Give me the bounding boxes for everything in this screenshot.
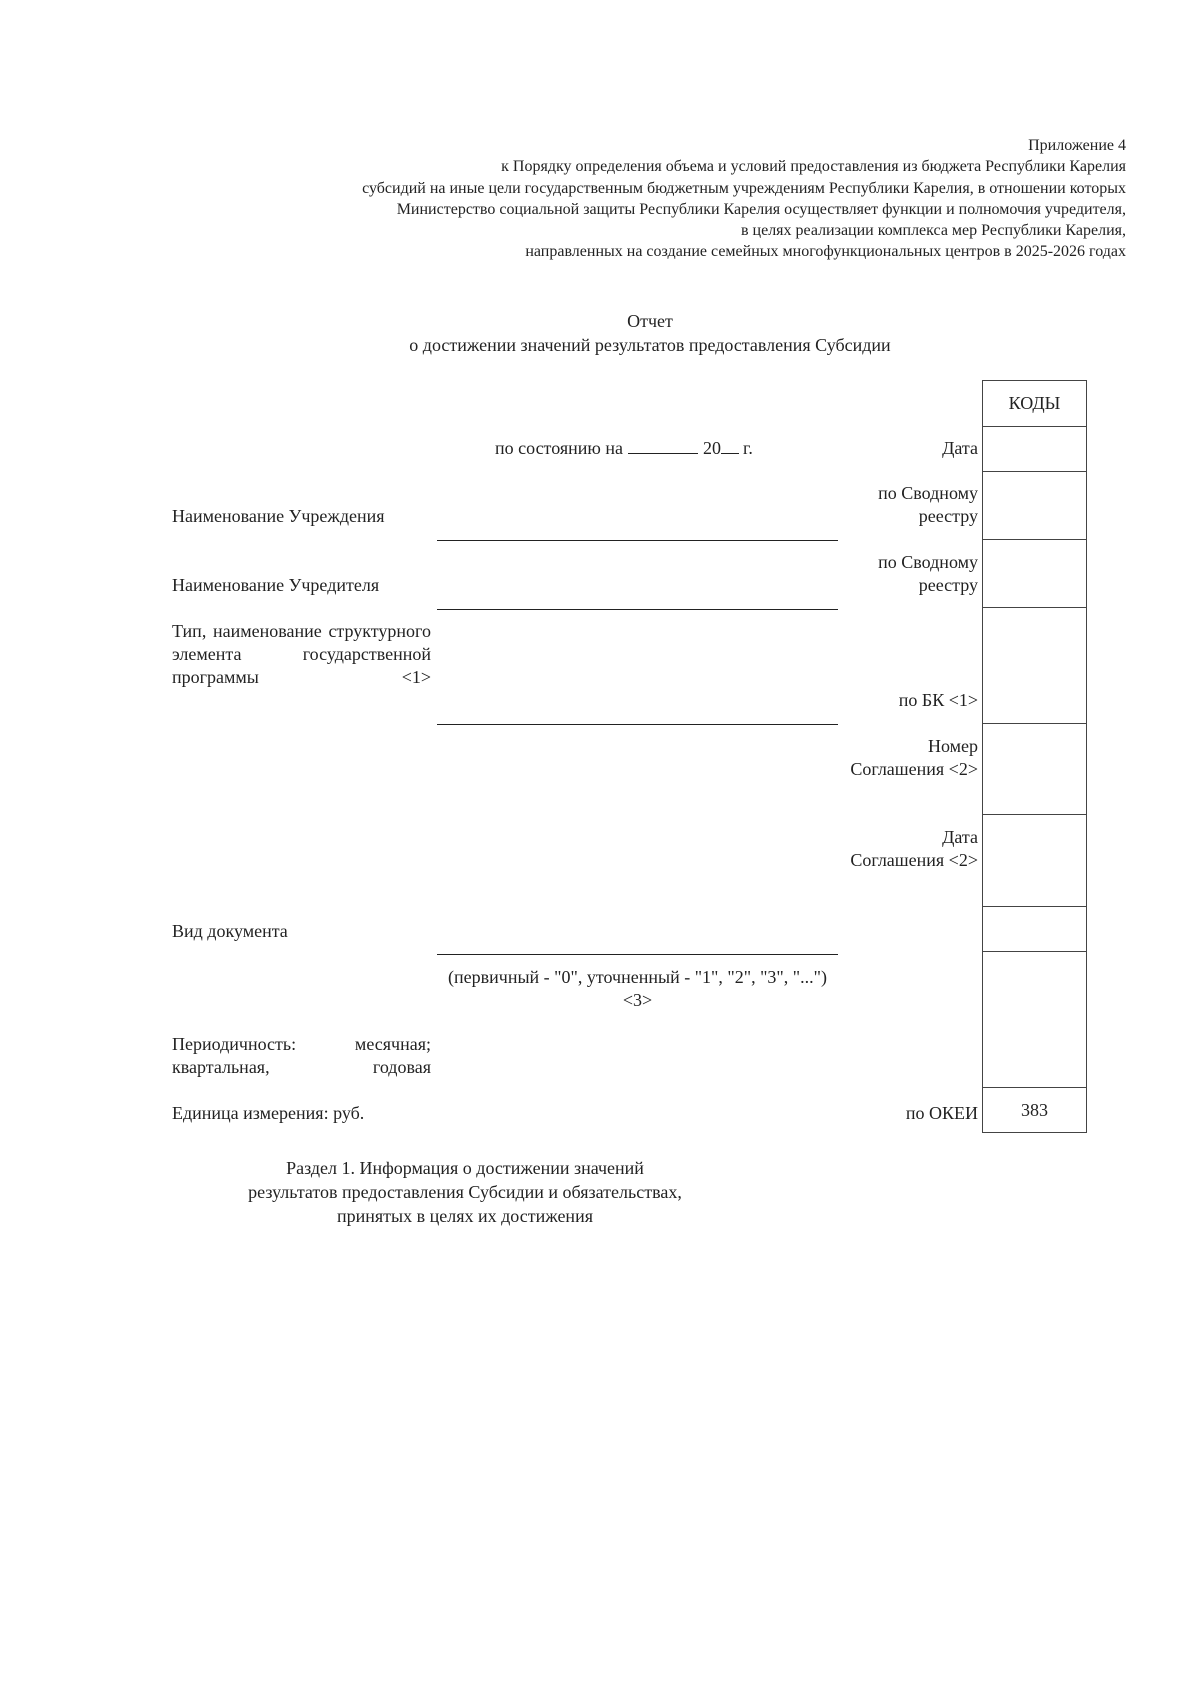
appendix-line: Приложение 4 bbox=[1028, 137, 1126, 154]
institution-field[interactable] bbox=[437, 540, 838, 541]
founder-field[interactable] bbox=[437, 609, 838, 610]
appendix-line: в целях реализации комплекса мер Республики Карелия, bbox=[740, 222, 1126, 240]
code-cell-registry-1[interactable] bbox=[983, 471, 1086, 539]
report-title-line1: Отчет bbox=[627, 311, 673, 331]
appendix-header bbox=[126, 135, 1126, 263]
report-title bbox=[0, 309, 1200, 357]
agreement-date-label: Дата Соглашения <2> bbox=[850, 827, 978, 870]
year-blank[interactable] bbox=[721, 437, 739, 454]
code-cell-registry-2[interactable] bbox=[983, 539, 1086, 607]
appendix-line: субсидий на иные цели государственным бюджетным учреждениям Республики Карелия, в отношении которых bbox=[362, 179, 1126, 197]
code-cell-agreement-date[interactable] bbox=[983, 814, 1086, 906]
section-heading-line: Раздел 1. Информация о достижении значений bbox=[286, 1158, 644, 1178]
doc-type-label: Вид документа bbox=[172, 921, 288, 941]
section-heading-line: результатов предоставления Субсидии и обязательствах, bbox=[248, 1182, 682, 1202]
registry-label-1: по Сводному реестру bbox=[878, 483, 978, 526]
bk-label: по БК <1> bbox=[898, 690, 978, 710]
as-of-suffix: г. bbox=[742, 438, 753, 458]
report-title-line2: о достижении значений результатов предоставления Субсидии bbox=[409, 335, 891, 355]
as-of-prefix: по состоянию на bbox=[495, 438, 623, 458]
doc-type-field[interactable] bbox=[437, 954, 838, 955]
code-cell-bk[interactable] bbox=[983, 607, 1086, 723]
agreement-number-label: Номер Соглашения <2> bbox=[850, 736, 978, 779]
appendix-line: Министерство социальной защиты Республики Карелия осуществляет функции и полномочия учредителя, bbox=[396, 200, 1126, 218]
program-field[interactable] bbox=[437, 724, 838, 725]
unit-label: Единица измерения: руб. bbox=[172, 1103, 365, 1123]
section-heading-line: принятых в целях их достижения bbox=[337, 1206, 593, 1226]
date-label: Дата bbox=[942, 438, 978, 458]
day-month-blank[interactable] bbox=[628, 437, 698, 454]
as-of-date-line bbox=[495, 437, 753, 460]
section-1-heading bbox=[190, 1156, 740, 1228]
program-label: Тип, наименование структурного элемента государственной программы <1> bbox=[172, 621, 431, 687]
founder-label: Наименование Учредителя bbox=[172, 575, 380, 595]
codes-header: КОДЫ bbox=[983, 380, 1086, 426]
registry-label-2: по Сводному реестру bbox=[878, 552, 978, 595]
appendix-line: направленных на создание семейных многофункциональных центров в 2025-2026 годах bbox=[525, 243, 1126, 261]
code-cell-periodicity[interactable] bbox=[983, 951, 1086, 1087]
code-cell-date[interactable] bbox=[983, 426, 1086, 471]
code-cell-doc-type[interactable] bbox=[983, 906, 1086, 951]
code-cell-agreement-number[interactable] bbox=[983, 723, 1086, 814]
okei-label: по ОКЕИ bbox=[905, 1103, 978, 1123]
doc-type-hint: (первичный - "0", уточненный - "1", "2", "3", "...") <3> bbox=[448, 967, 827, 1010]
codes-table bbox=[982, 380, 1087, 1133]
periodicity-label: Периодичность: месячная; квартальная, годовая bbox=[172, 1034, 431, 1077]
code-cell-okei: 383 bbox=[983, 1087, 1086, 1133]
institution-label: Наименование Учреждения bbox=[172, 506, 385, 526]
as-of-year: 20 bbox=[702, 438, 721, 458]
appendix-line: к Порядку определения объема и условий предоставления из бюджета Республики Карелия bbox=[501, 158, 1126, 176]
